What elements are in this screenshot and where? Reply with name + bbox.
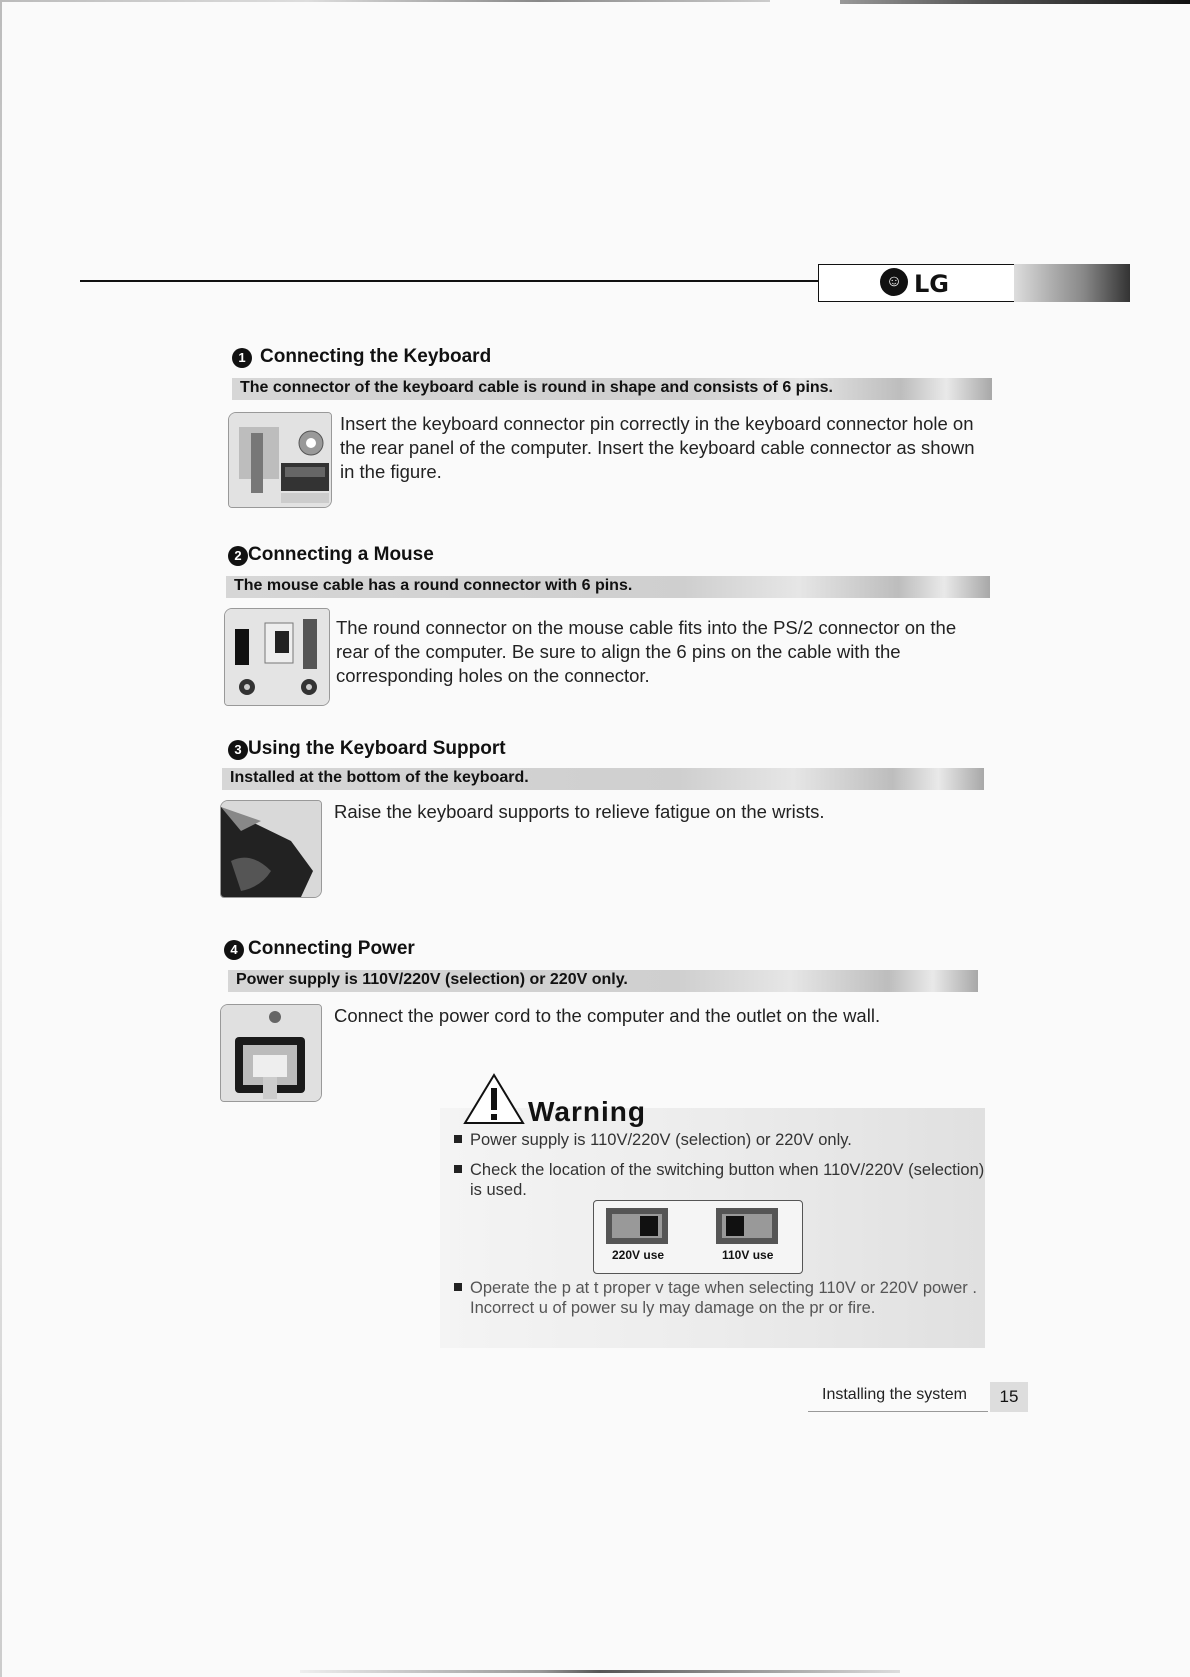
page-number: 15	[990, 1382, 1028, 1412]
section-title-power: Connecting Power	[248, 938, 415, 959]
section-bar-text: The mouse cable has a round connector with 6 pins.	[234, 577, 633, 594]
section-body-mouse: The round connector on the mouse cable fits into the PS/2 connector on the rear of the computer. Be sure to align the 6 pins on the cable with the corresponding holes on the connector.	[336, 617, 957, 686]
warning-item-text: Power supply is 110V/220V (selection) or 220V only.	[470, 1131, 852, 1149]
keyboard-support-image	[220, 800, 322, 898]
footer-section-name: Installing the system	[822, 1386, 967, 1403]
switch-220v-icon	[606, 1208, 668, 1244]
bullet-icon	[454, 1135, 462, 1143]
keyboard-connector-image	[228, 412, 332, 508]
warning-item	[454, 1278, 982, 1318]
warning-title: Warning	[528, 1096, 646, 1127]
section-number: 4	[224, 940, 244, 960]
section-title-mouse: Connecting a Mouse	[248, 544, 434, 565]
section-body-power: Connect the power cord to the computer and the outlet on the wall.	[334, 1005, 881, 1026]
warning-item-text: Check the location of the switching button when 110V/220V (selection) is used.	[470, 1161, 985, 1199]
warning-item	[454, 1130, 974, 1150]
bullet-icon	[454, 1283, 462, 1291]
section-number: 2	[228, 546, 248, 566]
header-tab	[1014, 264, 1130, 302]
section-bar-text: Power supply is 110V/220V (selection) or 220V only.	[236, 971, 628, 988]
section-body-keyboard: Insert the keyboard connector pin correctly in the keyboard connector hole on the rear panel of the computer. Insert the keyboard cable connector as shown in the figure.	[340, 413, 975, 482]
scan-edge-bottom	[300, 1670, 900, 1673]
header-rule	[80, 280, 820, 282]
section-bar-text: The connector of the keyboard cable is round in shape and consists of 6 pins.	[240, 379, 833, 396]
warning-triangle-icon	[462, 1072, 526, 1126]
scan-edge-top-right	[840, 0, 1190, 4]
section-bar-keyboard	[232, 378, 992, 400]
section-bar-keyboard-support	[222, 768, 984, 790]
bullet-icon	[454, 1165, 462, 1173]
warning-item	[454, 1160, 990, 1200]
lg-logo-icon: ☺	[880, 268, 908, 296]
warning-item-text: Operate the p at t proper v tage when selecting 110V or 220V power . Incorrect u of power su ly may damage on the pr or fire.	[470, 1279, 977, 1317]
section-number: 1	[232, 348, 252, 368]
power-socket-image	[220, 1004, 322, 1102]
section-title-keyboard-support: Using the Keyboard Support	[248, 738, 506, 759]
section-number: 3	[228, 740, 248, 760]
section-title-keyboard: Connecting the Keyboard	[260, 346, 492, 367]
switch-110v-label: 110V use	[722, 1248, 774, 1262]
mouse-connector-image	[224, 608, 330, 706]
section-bar-power	[228, 970, 978, 992]
logo-text: LG	[914, 270, 949, 298]
scan-edge-left	[0, 0, 2, 1677]
scan-edge-top-left	[0, 0, 770, 2]
section-bar-text: Installed at the bottom of the keyboard.	[230, 769, 529, 786]
section-body-keyboard-support: Raise the keyboard supports to relieve fatigue on the wrists.	[334, 801, 825, 822]
switch-220v-label: 220V use	[612, 1248, 665, 1262]
switch-110v-icon	[716, 1208, 778, 1244]
footer-rule	[808, 1411, 988, 1412]
section-bar-mouse	[226, 576, 990, 598]
